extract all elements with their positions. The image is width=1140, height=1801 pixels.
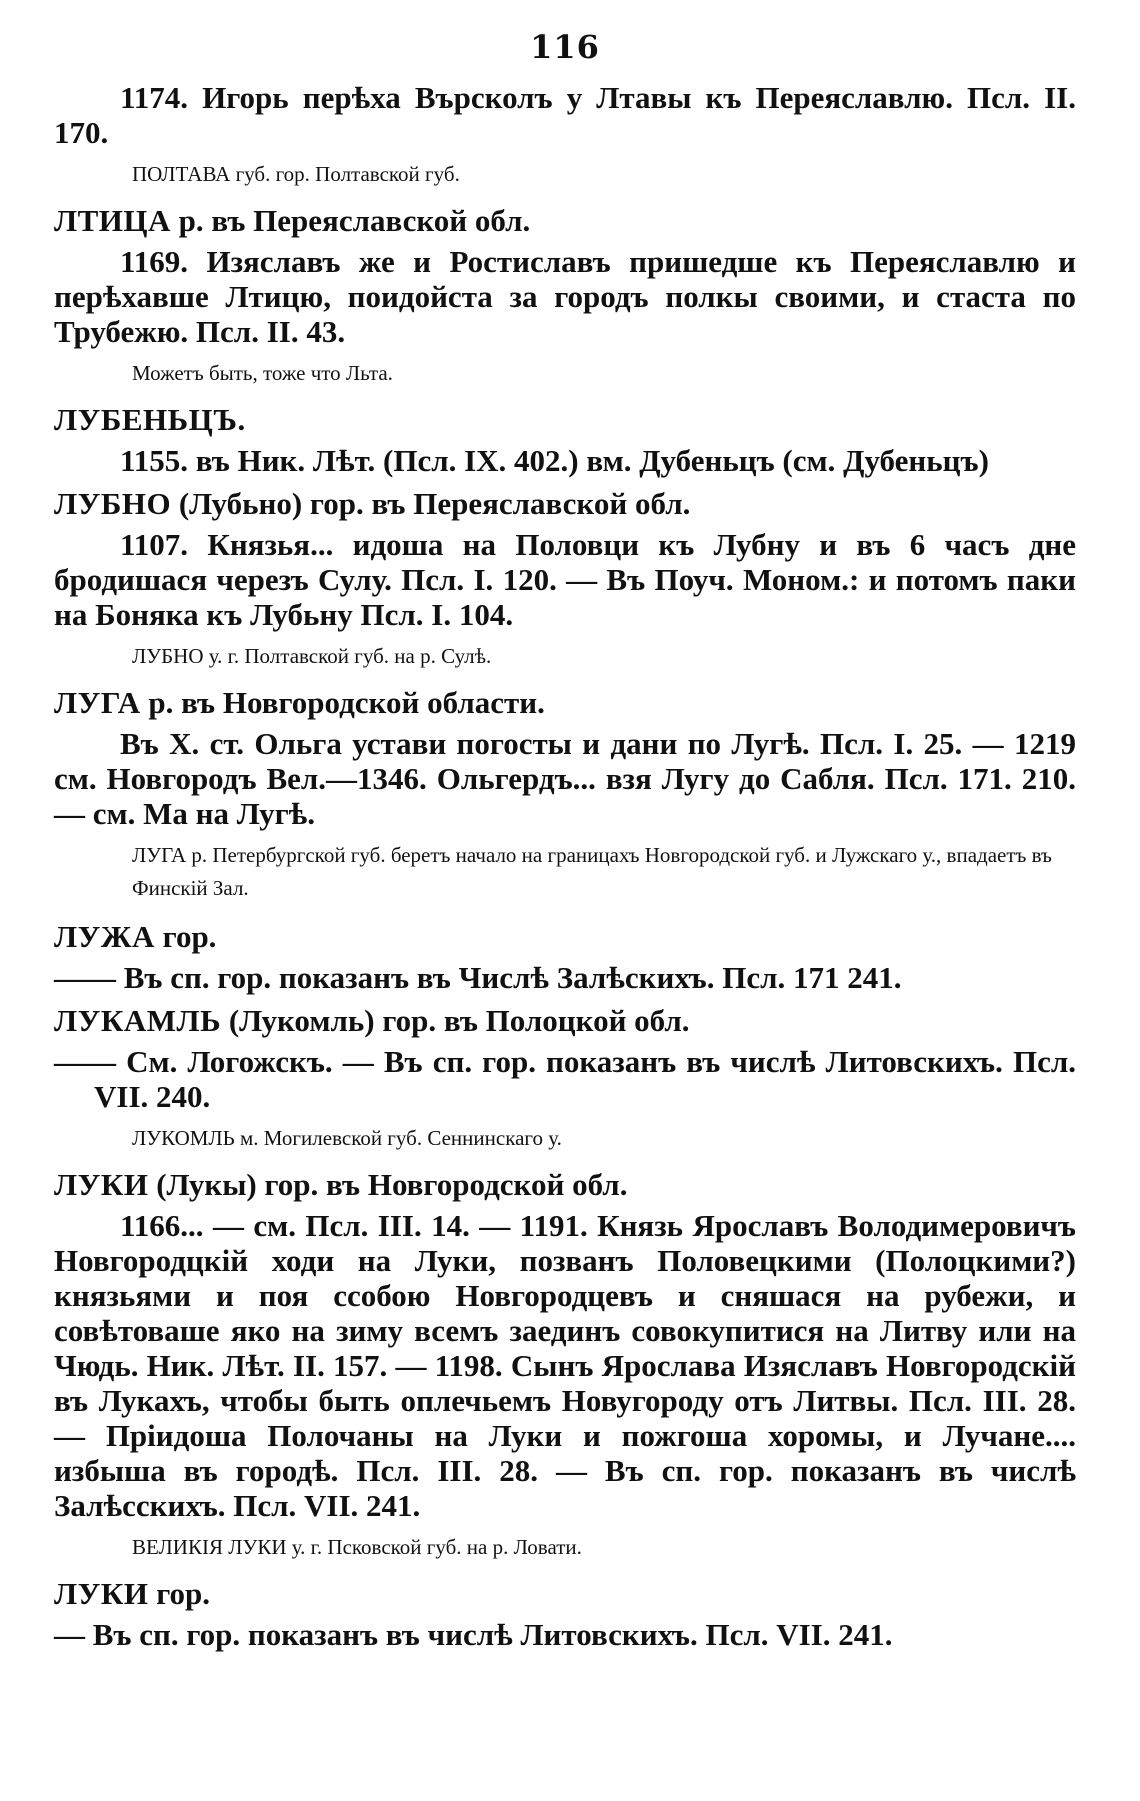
dictionary-entry — [54, 919, 1076, 995]
entry-heading — [54, 1576, 1076, 1611]
entry-text: 1169. Изяславъ же и Ростиславъ пришедше къ Переяславлю и перѣхавше Лтицю, поидойста за городъ полкы своими, и стаста по Трубежю. Псл. II. 43. — [54, 244, 1076, 349]
entry-text: 1174. Игорь перѣха Върсколъ у Лтавы къ Переяславлю. Псл. II. 170. — [54, 80, 1076, 150]
entry-note: ВЕЛИКІЯ ЛУКИ у. г. Псковской губ. на р. Ловати. — [132, 1535, 582, 1559]
headword: ЛУГА — [54, 685, 141, 720]
entry-note: ЛУКОМЛЬ м. Могилевской губ. Сеннинскаго у. — [132, 1126, 562, 1150]
headword-description: р. въ Переяславской обл. — [170, 203, 531, 238]
dictionary-entry — [54, 80, 1076, 191]
entry-heading — [54, 203, 1076, 238]
headword: ЛУКИ — [54, 1576, 149, 1611]
entry-heading — [54, 1003, 1076, 1038]
entry-text: —— Въ сп. гор. показанъ въ Числѣ Залѣскихъ. Псл. 171 241. — [54, 960, 902, 995]
headword: ЛУБЕНЬЦЪ. — [54, 402, 246, 437]
entry-heading — [54, 685, 1076, 720]
dictionary-entry — [54, 203, 1076, 390]
headword: ЛТИЦА — [54, 203, 171, 238]
headword-description: (Лубьно) гор. въ Переяславской обл. — [171, 486, 691, 521]
headword: ЛУЖА — [54, 919, 155, 954]
headword-description: гор. — [154, 919, 217, 954]
headword: ЛУКИ — [54, 1167, 149, 1202]
dictionary-entry — [54, 402, 1076, 478]
entry-text: —— См. Логожскъ. — Въ сп. гор. показанъ въ числѣ Литовскихъ. Псл. VII. 240. — [54, 1044, 1076, 1114]
headword: ЛУКАМЛЬ — [54, 1003, 222, 1038]
entry-heading — [54, 486, 1076, 521]
entry-note: Можетъ быть, тоже что Льта. — [132, 361, 393, 385]
dictionary-entry — [54, 486, 1076, 673]
entry-note: ЛУБНО у. г. Полтавской губ. на р. Сулѣ. — [132, 644, 492, 668]
entry-heading — [54, 919, 1076, 954]
dictionary-entry — [54, 1003, 1076, 1155]
entry-heading — [54, 402, 1076, 437]
entry-text: 1155. въ Ник. Лѣт. (Псл. IX. 402.) вм. Дубеньцъ (см. Дубеньцъ) — [120, 443, 989, 478]
entry-heading — [54, 1167, 1076, 1202]
headword-description: (Лукомль) гор. въ Полоцкой обл. — [221, 1003, 690, 1038]
dictionary-entry — [54, 1576, 1076, 1652]
headword-description: (Лукы) гор. въ Новгородской обл. — [148, 1167, 628, 1202]
dictionary-entry — [54, 685, 1076, 905]
headword-description: р. въ Новгородской области. — [140, 685, 545, 720]
entry-note: ПОЛТАВА губ. гор. Полтавской губ. — [132, 162, 460, 186]
headword: ЛУБНО — [54, 486, 172, 521]
dictionary-entry — [54, 1167, 1076, 1564]
entry-text: 1107. Князья... идоша на Половци къ Лубну и въ 6 часъ дне бродишася черезъ Сулу. Псл. I. 120. — Въ Поуч. Моном.: и потомъ паки на Боняка къ Лубьну Псл. I. 104. — [54, 527, 1076, 632]
entry-text: — Въ сп. гор. показанъ въ числѣ Литовскихъ. Псл. VII. 241. — [54, 1617, 893, 1652]
entry-text: Въ X. ст. Ольга устави погосты и дани по Лугѣ. Псл. I. 25. — 1219 см. Новгородъ Вел.—1346. Ольгердъ... взя Лугу до Сабля. Псл. 171. 210. — см. Ма на Лугѣ. — [54, 726, 1076, 831]
entry-note: ЛУГА р. Петербургской губ. беретъ начало на границахъ Новгородской губ. и Лужскаго у., впадаетъ въ Финскій Зал. — [132, 843, 1052, 900]
page-number: 116 — [530, 28, 600, 66]
headword-description: гор. — [148, 1576, 210, 1611]
entry-text: 1166... — см. Псл. III. 14. — 1191. Князь Ярославъ Володимеровичъ Новгородцкій ходи на Луки, позванъ Половецкими (Полоцкими?) князьями и поя ссобою Новгородцевъ и сняшася на рубежи, и совѣтоваше яко на зиму всемъ заединъ совокупитися на Литву или на Чюдь. Ник. Лѣт. II. 157. — 1198. Сынъ Ярослава Изяславъ Новгородскій въ Лукахъ, чтобы быть оплечьемъ Новугороду отъ Литвы. Псл. III. 28. — Прiидоша Полочаны на Луки и пожгоша хоромы, и Лучане.... избыша въ городѣ. Псл. III. 28. — Въ сп. гор. показанъ въ числѣ Залѣсскихъ. Псл. VII. 241. — [54, 1208, 1076, 1523]
